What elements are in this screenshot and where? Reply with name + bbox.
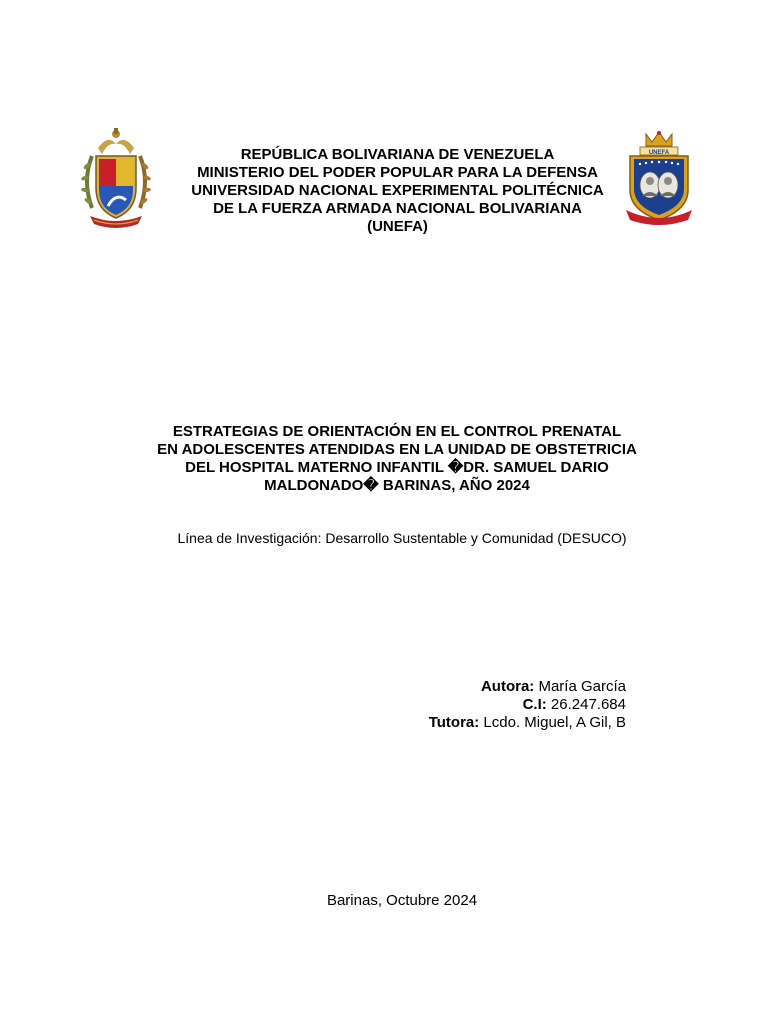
- author-value: María García: [534, 678, 626, 695]
- title-line-3: DEL HOSPITAL MATERNO INFANTIL �DR. SAMUEL DARIO: [185, 459, 609, 476]
- tutor-label: Tutora:: [428, 714, 480, 731]
- institution-header: [160, 146, 635, 236]
- place-date: Barinas, Octubre 2024: [326, 892, 478, 909]
- header-line-armed-force: DE LA FUERZA ARMADA NACIONAL BOLIVARIANA: [213, 200, 582, 217]
- tutor-value: Lcdo. Miguel, A Gil, B: [479, 714, 626, 731]
- header-line-acronym: (UNEFA): [367, 218, 428, 235]
- author-row: [380, 678, 626, 696]
- header-line-ministry: MINISTERIO DEL PODER POPULAR PARA LA DEFENSA: [197, 164, 598, 181]
- unefa-banner-text: UNEFA: [648, 150, 670, 156]
- tutor-row: [380, 714, 626, 732]
- header-line-university: UNIVERSIDAD NACIONAL EXPERIMENTAL POLITÉCNICA: [191, 182, 604, 199]
- title-line-1: ESTRATEGIAS DE ORIENTACIÓN EN EL CONTROL PRENATAL: [172, 423, 622, 440]
- venezuela-coat-of-arms-icon: [78, 126, 154, 234]
- header-line-republic: REPÚBLICA BOLIVARIANA DE VENEZUELA: [240, 146, 555, 163]
- id-label: C.I:: [522, 696, 547, 713]
- research-line: Línea de Investigación: Desarrollo Sustentable y Comunidad (DESUCO): [177, 530, 627, 546]
- title-line-4: MALDONADO� BARINAS, AÑO 2024: [264, 477, 530, 494]
- author-block: [380, 678, 626, 732]
- id-row: [380, 696, 626, 714]
- title-line-2: EN ADOLESCENTES ATENDIDAS EN LA UNIDAD DE OBSTETRICIA: [157, 441, 637, 458]
- thesis-title: [130, 423, 664, 495]
- id-value: 26.247.684: [546, 696, 626, 713]
- author-label: Autora:: [480, 678, 535, 695]
